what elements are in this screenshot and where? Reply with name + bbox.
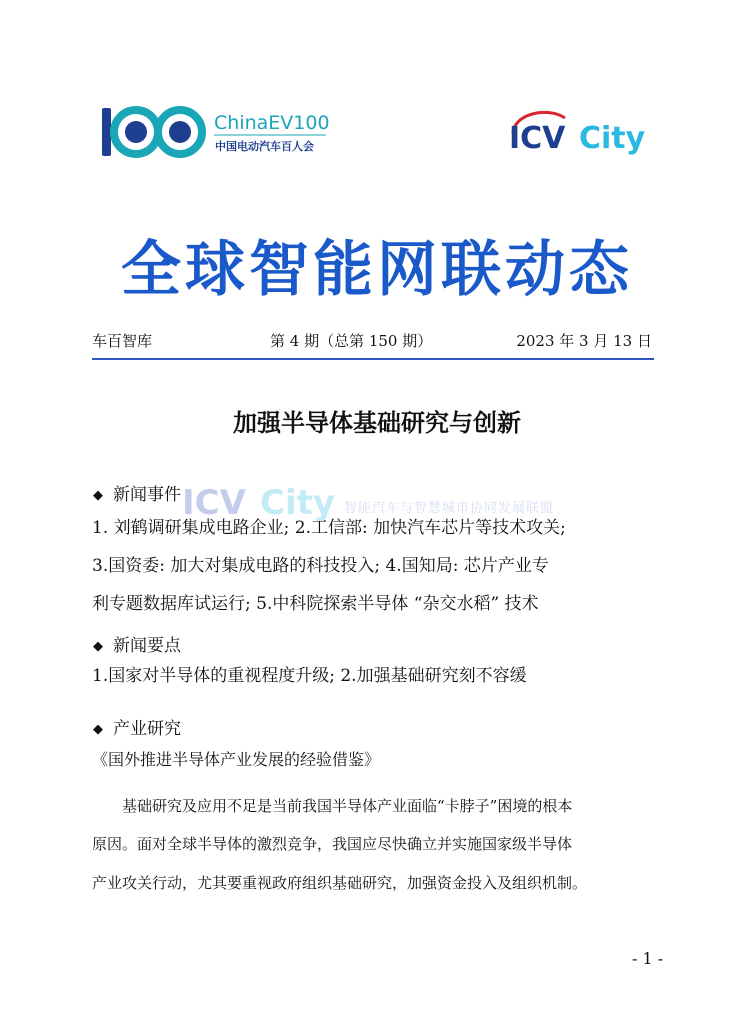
header-divider [92, 358, 654, 360]
section-heading-news-events [93, 480, 181, 505]
chinaev100-logo [100, 100, 340, 164]
article-title: 加强半导体基础研究与创新 [233, 408, 521, 437]
section-heading-label: 新闻事件 [113, 485, 181, 505]
report-reference: 《国外推进半导体产业发展的经验借鉴》 [92, 750, 381, 769]
body-line: 原因。面对全球半导体的激烈竞争，我国应尽快确立并实施国家级半导体 [92, 835, 573, 853]
logo-right-city: City [579, 121, 646, 156]
svg-text:City: City [260, 483, 336, 523]
body-line: 利专题数据库试运行; 5.中科院探索半导体 “杂交水稻” 技术 [92, 594, 539, 614]
issue-info-row [92, 330, 652, 352]
section-heading-label: 产业研究 [113, 719, 181, 739]
body-line: 1.国家对半导体的重视程度升级; 2.加强基础研究刻不容缓 [92, 666, 527, 686]
issue-date: 2023 年 3 月 13 日 [516, 332, 652, 350]
diamond-bullet-icon: ◆ [93, 722, 103, 737]
body-line: 基础研究及应用不足是当前我国半导体产业面临“卡脖子”困境的根本 [92, 797, 573, 815]
page-number: - 1 - [632, 949, 664, 968]
body-line: 产业攻关行动，尤其要重视政府组织基础研究，加强资金投入及组织机制。 [92, 874, 588, 892]
publisher-name: 车百智库 [92, 332, 153, 350]
section-heading-label: 新闻要点 [113, 636, 181, 656]
section-heading-key-points [93, 631, 181, 656]
section-heading-industry-research [93, 714, 181, 739]
report-title: 全球智能网联动态 [121, 235, 633, 305]
body-line: 1. 刘鹤调研集成电路企业; 2.工信部: 加快汽车芯片等技术攻关; [92, 518, 566, 538]
svg-text:ICV: ICV [182, 483, 246, 523]
logo-left-en: ChinaEV100 [214, 112, 330, 134]
issue-number: 第 4 期（总第 150 期） [270, 332, 433, 350]
body-line: 3.国资委: 加大对集成电路的科技投入; 4.国知局: 芯片产业专 [92, 556, 549, 576]
logo-left-cn: 中国电动汽车百人会 [215, 140, 314, 153]
diamond-bullet-icon: ◆ [93, 488, 103, 503]
diamond-bullet-icon: ◆ [93, 639, 103, 654]
watermark-text: 智能汽车与智慧城市协同发展联盟 [344, 501, 555, 516]
logo-right-text: ICV [509, 121, 566, 156]
icvcity-logo [505, 104, 655, 160]
